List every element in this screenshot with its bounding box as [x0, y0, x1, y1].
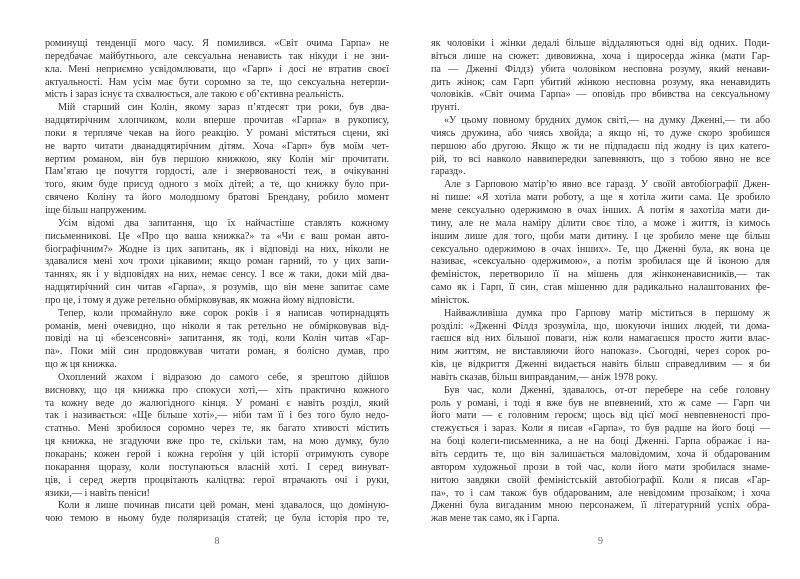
- text-line: здавалися мені хоч трохи цікавими; якщо роман гарний, то у цих запи-: [45, 256, 389, 268]
- text-line: ця книжка, не згадуючи вже про те, скільки там, на мою думку, було: [45, 436, 389, 448]
- text-line: Мій старший син Колін, якому зараз п’ятдесят три роки, був два-: [58, 102, 389, 114]
- text-line: нитою завдяки своїй феміністській автобіографії. Коли я писав «Гар-: [431, 474, 770, 486]
- text-line: Усім відомі два запитання, що їх найчастіше ставлять кожному: [58, 217, 389, 229]
- text-line: письменникові. Це «Про що ваша книжка?» та «Чи є ваш роман авто-: [45, 230, 389, 242]
- text-line: іншим лише для того, щоби мати дитину. І це зробило мене ще більш: [431, 230, 770, 242]
- text-line: ґрунті.: [431, 102, 460, 114]
- text-line: стежується і зараз. Коли я писав «Гарпа», то був радше на його боці —: [431, 423, 770, 435]
- text-line: Але з Гарповою матір’ю явно все гаразд. У своїй автобіографії Джен-: [444, 179, 770, 191]
- text-line: сексуально одержимою в очах інших». Те, що Дженні була, як вона це: [431, 243, 770, 255]
- text-line: па», то і сам також був обдарованим, але невідомим прозаїком; і хоча: [431, 487, 770, 499]
- text-line: надцятирічним хлопчиком, коли вперше прочитав «Гарпа» в рукопису,: [45, 115, 389, 127]
- text-line: свячено Коліну та його молодшому братові Брендану, робило момент: [45, 192, 389, 204]
- text-line: романів, мені очевидно, що ніколи я так ретельно не обмірковував від-: [45, 320, 389, 332]
- text-line: гаразд».: [431, 166, 466, 178]
- text-line: статньо. Мені зробилося соромно через те, як багато хтивості містить: [45, 423, 389, 435]
- text-line: на боці колеги-письменника, а не на боці Дженні. Гарпа ображає і на-: [431, 436, 770, 448]
- text-line: вертим романом, він був першою книжкою, яку Колін міг прочитати.: [45, 153, 389, 165]
- text-line: його мати — є головним героєм; щось від цієї моєї невпевненості про-: [431, 410, 770, 422]
- text-line: що ж ця книжка.: [45, 359, 117, 371]
- text-line: мене сексуально одержимою в очах інших. А потім я захотіла мати ди-: [431, 204, 770, 216]
- text-line: віться лише на сюжет: дивовижна, хоча і щиросерда жінка (мати Гар-: [431, 50, 770, 62]
- text-line: роминущі тенденції мого часу. Я помилився. «Світ очима Гарпа» не: [45, 38, 389, 49]
- text-line: ним життям, не виставляючи його напоказ». Сьогодні, через сорок ро-: [431, 346, 770, 358]
- text-line: іще більш напруженим.: [45, 204, 147, 216]
- text-line: чиясь дружина, або чиясь хвойда; а якщо ні, то дуже скоро зробишся: [431, 127, 770, 139]
- text-line: про це, і тому я дуже ретельно обмірковував, як можна йому відповісти.: [45, 294, 355, 306]
- text-line: віть сердить те, що він залишається маловідомим, хоча й обдарованим: [431, 449, 770, 460]
- text-line: та кожну веде до жалюгідного кінця. У романі є навіть розділ, який: [45, 397, 389, 409]
- text-line: па». Поки мій син продовжував читати роман, я болісно думав, про: [45, 346, 389, 358]
- text-line: так і називається: «Ще більше хоті»,— ніби там її і без того було недо-: [45, 410, 389, 422]
- text-line: па — Дженні Філдз) убита чоловіком несповна розуму, який ненави-: [431, 63, 770, 75]
- page-left-text: [45, 38, 389, 526]
- text-line: біографічним?» Жодне із цих запитань, як і відповіді на них, ніколи не: [45, 243, 389, 255]
- text-line: не варто читати дванадцятирічним дітям. Хоча «Гарп» був моїм чет-: [45, 140, 389, 152]
- text-line: чоловіків. «Світ очима Гарпа» — оповідь про вбивства на сексуальному: [431, 89, 770, 101]
- text-line: називає, «сексуально одержимою», а потім зробилася ще й іконою для: [431, 256, 770, 268]
- text-line: тину, але не мала наміру ділити своє тіло, а може і життя, із кимось: [431, 217, 770, 229]
- page-right-text: [431, 38, 770, 526]
- text-line: таннях, як і у відповідях на них, немає сенсу. І все ж таки, доки мій два-: [45, 269, 389, 281]
- text-line: надцятирічний син читав «Гарпа», я розумів, що він мене запитає саме: [45, 282, 389, 294]
- text-line: ні пише: «Я хотіла мати роботу, а ще я хотіла жити сама. Це зробило: [431, 192, 770, 204]
- text-line: само як і Гарп, її син, став мішенню для радикально налаштованих фе-: [431, 282, 770, 294]
- text-line: мість і зараз існує та схвалюється, але такою є об’єктивна реальність.: [45, 89, 344, 101]
- text-line: того, яким буде присуд одного з моїх дітей; а те, що книжку було при-: [45, 179, 389, 191]
- text-line: міністок.: [431, 294, 470, 306]
- text-line: роль у романі, і тоді я вже був не впевнений, хто ж саме — Гарп чи: [431, 397, 770, 409]
- text-line: покарання щоразу, коли поступаються власній хоті. І серед винуват-: [45, 461, 389, 473]
- text-line: поки я терпляче чекав на його реакцію. У романі містяться сцени, які: [45, 127, 389, 139]
- text-line: ків, це відкриття Дженні видається навіть більш справедливим — я би: [431, 359, 770, 371]
- text-line: Пам’ятаю це почуття гордості, але і знервованості теж, в очікуванні: [45, 166, 389, 178]
- text-line: рій, то всі навколо наввипередки запевняють, що з тобою явно не все: [431, 153, 770, 165]
- text-line: Тепер, коли промайнуло вже сорок років і я написав чотирнадцять: [58, 307, 389, 319]
- text-line: покарань; кожен герой і кожна героїня у цій історії отримують суворе: [45, 449, 389, 460]
- text-line: дить жінок; сам Гарп убитий жінкою несповна розуму, яка ненавидить: [431, 76, 770, 88]
- text-line: гаєшся від них більшої поваги, ніж коли намагаєшся просто жити влас-: [431, 333, 770, 345]
- text-line: висновку, що ця книжка про спокуси хоті,— хіть практично кожного: [45, 384, 389, 396]
- text-line: жав мене так само, як і Гарпа.: [431, 513, 560, 525]
- page-number-right: 9: [598, 536, 603, 547]
- text-line: ців, і серед жертв процвітають каліцтва: герої втрачають очі і руки,: [45, 474, 389, 486]
- text-line: феміністок, перетворило її на мішень для жінконенависників,— так: [431, 269, 770, 281]
- text-line: передбачає майбутнього, але сексуальна ненависть так нікуди і не зни-: [45, 50, 389, 62]
- text-line: Найважливіша думка про Гарпову матір міститься в першому ж: [444, 307, 770, 319]
- page-number-left: 8: [214, 536, 220, 547]
- text-line: навіть сказав, більш виправданим,— аніж 1978 року.: [431, 371, 658, 383]
- text-line: кла. Мені неприємно усвідомлювати, що «Гарп» і досі не втратив своєї: [45, 63, 389, 75]
- text-line: автором художньої прози в той час, коли його мати зробилася знаме-: [431, 461, 770, 473]
- text-line: Був час, коли Дженні, здавалось, от-от перебере на себе головну: [444, 384, 770, 396]
- text-line: Дженні була вигаданим мною персонажем, її літературний успіх обра-: [431, 500, 770, 512]
- text-line: Охоплений жахом і відразою до самого себе, я зрештою дійшов: [58, 371, 389, 383]
- text-line: «У цьому повному брудних думок світі,— на думку Дженні,— ти або: [444, 115, 770, 127]
- text-line: як чоловіки і жінки дедалі більше віддаляються одні від одних. Поди-: [431, 38, 770, 49]
- text-line: повіді на ці «безсенсовні» запитання, як тоді, коли Колін читав «Гар-: [45, 333, 389, 345]
- text-line: чою темою в ньому буде поляризація статей; це була історія про те,: [45, 513, 389, 525]
- text-line: першою або другою. Якщо ж ти не підпадаєш під жодну із цих катего-: [431, 140, 770, 152]
- text-line: Коли я лише починав писати цей роман, мені здавалося, що доміную-: [58, 500, 389, 512]
- text-line: язики,— і навіть пеніси!: [45, 487, 150, 499]
- text-line: розділі: «Дженні Філдз зрозуміла, що, шокуючи інших людей, ти дома-: [431, 320, 770, 332]
- text-line: актуальності. Нам усім має бути соромно за те, що сексуальна нетерпи-: [45, 76, 389, 88]
